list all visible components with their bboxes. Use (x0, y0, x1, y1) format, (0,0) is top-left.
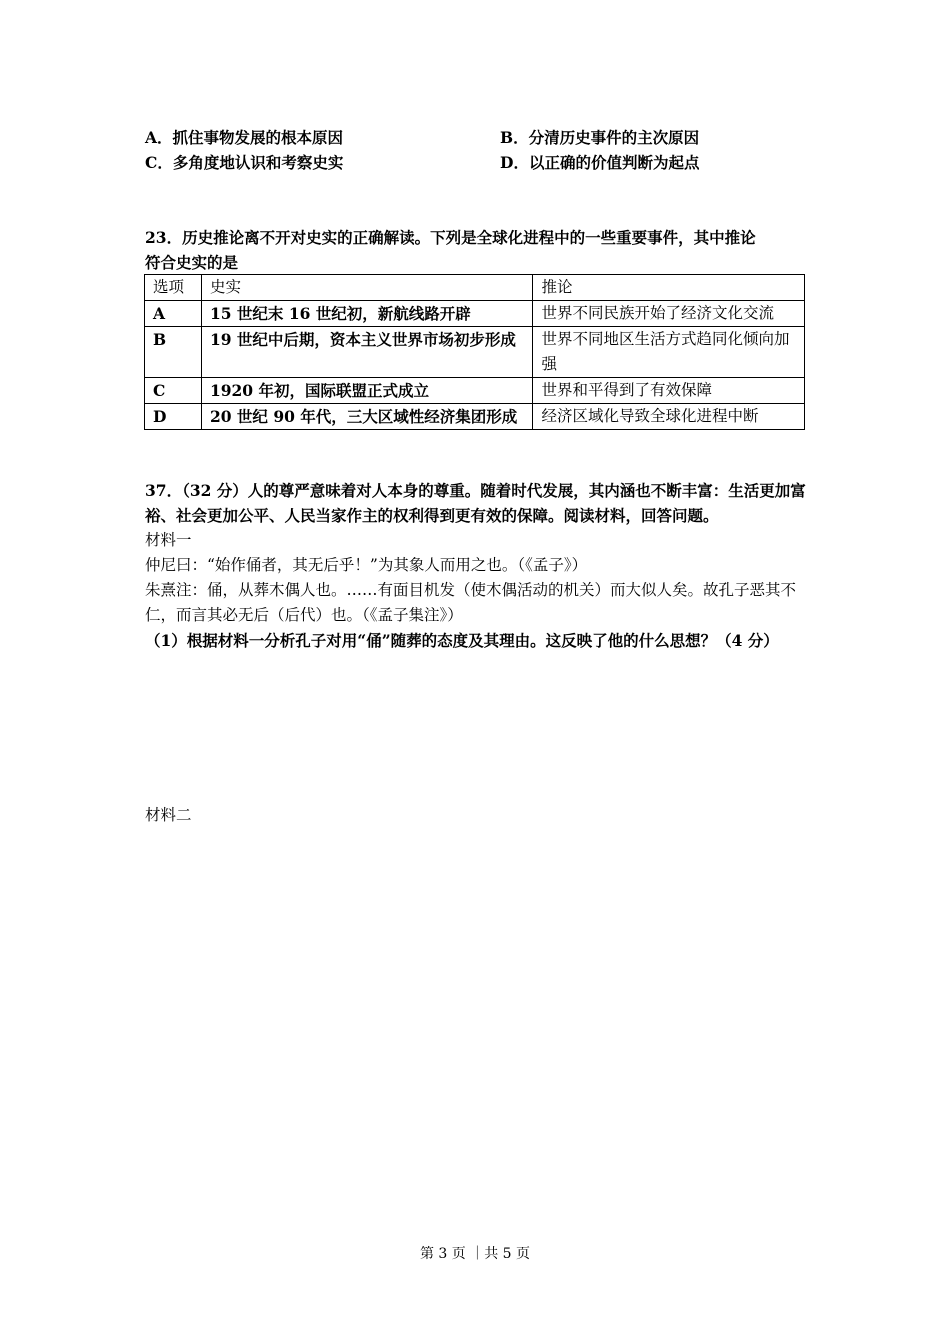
material-2-title: 材料二 (145, 806, 192, 824)
row-fact: 15 世纪末 16 世纪初，新航线路开辟 (201, 301, 532, 327)
q23-stem-line-2: 符合史实的是 (145, 253, 239, 272)
option-c: C．多角度地认识和考察史实 (145, 153, 344, 172)
row-inference: 世界和平得到了有效保障 (533, 378, 805, 404)
row-inference: 世界不同民族开始了经济文化交流 (533, 301, 805, 327)
q23-stem-line-1: 23．历史推论离不开对史实的正确解读。下列是全球化进程中的一些重要事件，其中推论 (145, 228, 756, 247)
material-1-title: 材料一 (145, 531, 192, 549)
table-row (145, 301, 805, 327)
option-d: D．以正确的价值判断为起点 (500, 153, 700, 172)
row-option: D (145, 404, 202, 430)
table-header-row (145, 275, 805, 301)
material-1-line-2: 朱熹注：俑，从葬木偶人也。……有面目机发（使木偶活动的机关）而大似人矣。故孔子恶其不仁，而言其必无后（后代）也。（《孟子集注》） (145, 581, 797, 624)
q37-sub-question-1: （1）根据材料一分析孔子对用“俑”随葬的态度及其理由。这反映了他的什么思想？（4 分） (145, 631, 779, 650)
row-inference: 世界不同地区生活方式趋同化倾向加强 (533, 327, 805, 378)
table-row (145, 327, 805, 378)
table-row (145, 404, 805, 430)
header-inference: 推论 (533, 275, 805, 301)
material-1-line-1: 仲尼曰：“始作俑者，其无后乎！”为其象人而用之也。（《孟子》） (145, 556, 588, 574)
row-option: A (145, 301, 202, 327)
q23-table (144, 274, 805, 430)
row-option: B (145, 327, 202, 378)
row-option: C (145, 378, 202, 404)
row-fact: 19 世纪中后期，资本主义世界市场初步形成 (201, 327, 532, 378)
option-a: A．抓住事物发展的根本原因 (145, 128, 344, 147)
header-option: 选项 (145, 275, 202, 301)
row-fact: 1920 年初，国际联盟正式成立 (201, 378, 532, 404)
header-fact: 史实 (201, 275, 532, 301)
row-fact: 20 世纪 90 年代，三大区域性经济集团形成 (201, 404, 532, 430)
page-footer: 第 3 页 ｜共 5 页 (419, 1246, 531, 1262)
option-b: B．分清历史事件的主次原因 (500, 128, 700, 147)
table-row (145, 378, 805, 404)
row-inference: 经济区域化导致全球化进程中断 (533, 404, 805, 430)
q37-stem: 37．（32 分）人的尊严意味着对人本身的尊重。随着时代发展，其内涵也不断丰富：生活更加富裕、社会更加公平、人民当家作主的权利得到更有效的保障。阅读材料，回答问题。 (145, 481, 806, 525)
